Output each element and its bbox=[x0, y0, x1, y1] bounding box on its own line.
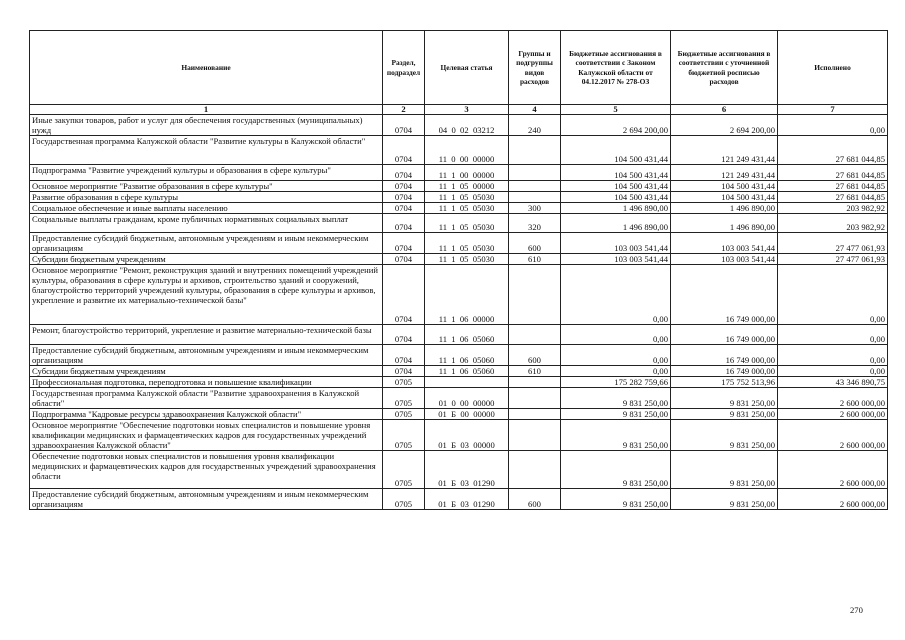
row-budget-refined-cell: 16 749 000,00 bbox=[671, 265, 778, 325]
row-group-cell: 240 bbox=[509, 115, 561, 136]
header-target: Целевая статья bbox=[425, 31, 509, 105]
row-executed-cell: 0,00 bbox=[778, 345, 888, 366]
row-name-cell: Государственная программа Калужской области "Развитие культуры в Калужской области" bbox=[30, 136, 383, 165]
column-number: 7 bbox=[778, 105, 888, 115]
table-row bbox=[30, 203, 888, 214]
row-name-cell: Развитие образования в сфере культуры bbox=[30, 192, 383, 203]
table-row bbox=[30, 451, 888, 489]
row-executed-cell: 2 600 000,00 bbox=[778, 420, 888, 451]
row-executed-cell: 0,00 bbox=[778, 115, 888, 136]
table-row bbox=[30, 409, 888, 420]
row-section-cell: 0705 bbox=[383, 451, 425, 489]
row-executed-cell: 2 600 000,00 bbox=[778, 409, 888, 420]
row-target-cell: 11 1 05 05030 bbox=[425, 214, 509, 233]
header-budget-law: Бюджетные ассигнования в соответствии с Законом Калужской области от 04.12.2017 № 278-ОЗ bbox=[561, 31, 671, 105]
row-name-cell: Подпрограмма "Кадровые ресурсы здравоохранения Калужской области" bbox=[30, 409, 383, 420]
column-number-row bbox=[30, 105, 888, 115]
table-row bbox=[30, 325, 888, 345]
row-name-cell: Государственная программа Калужской области "Развитие здравоохранения в Калужской области" bbox=[30, 388, 383, 409]
row-budget-refined-cell: 9 831 250,00 bbox=[671, 451, 778, 489]
row-section-cell: 0705 bbox=[383, 388, 425, 409]
row-budget-refined-cell: 9 831 250,00 bbox=[671, 420, 778, 451]
row-section-cell: 0704 bbox=[383, 165, 425, 181]
row-budget-refined-cell: 175 752 513,96 bbox=[671, 377, 778, 388]
row-budget-law-cell: 0,00 bbox=[561, 325, 671, 345]
table-row bbox=[30, 366, 888, 377]
row-budget-law-cell: 0,00 bbox=[561, 265, 671, 325]
row-budget-refined-cell: 16 749 000,00 bbox=[671, 325, 778, 345]
row-section-cell: 0704 bbox=[383, 233, 425, 254]
row-executed-cell: 203 982,92 bbox=[778, 203, 888, 214]
table-row bbox=[30, 345, 888, 366]
row-budget-refined-cell: 103 003 541,44 bbox=[671, 254, 778, 265]
table-row bbox=[30, 181, 888, 192]
row-group-cell bbox=[509, 325, 561, 345]
table-row bbox=[30, 136, 888, 165]
row-section-cell: 0704 bbox=[383, 136, 425, 165]
table-row bbox=[30, 254, 888, 265]
row-budget-law-cell: 1 496 890,00 bbox=[561, 214, 671, 233]
row-target-cell: 01 Б 03 00000 bbox=[425, 420, 509, 451]
row-executed-cell: 0,00 bbox=[778, 325, 888, 345]
table-row bbox=[30, 214, 888, 233]
row-name-cell: Обеспечение подготовки новых специалистов и повышения уровня квалификации медицинских и фармацевтических кадров для государственных учреждений здравоохранения области bbox=[30, 451, 383, 489]
row-name-cell: Основное мероприятие "Обеспечение подготовки новых специалистов и повышение уровня квалификации медицинских и фармацевтических кадров для государственных учреждений здравоохранения Калужской области" bbox=[30, 420, 383, 451]
row-name-cell: Субсидии бюджетным учреждениям bbox=[30, 254, 383, 265]
column-number: 5 bbox=[561, 105, 671, 115]
row-section-cell: 0705 bbox=[383, 377, 425, 388]
row-budget-law-cell: 0,00 bbox=[561, 366, 671, 377]
row-budget-refined-cell: 2 694 200,00 bbox=[671, 115, 778, 136]
row-executed-cell: 2 600 000,00 bbox=[778, 489, 888, 510]
table-row bbox=[30, 489, 888, 510]
header-row bbox=[30, 31, 888, 105]
row-executed-cell: 27 681 044,85 bbox=[778, 136, 888, 165]
budget-table bbox=[29, 30, 888, 510]
row-group-cell: 600 bbox=[509, 345, 561, 366]
row-budget-law-cell: 104 500 431,44 bbox=[561, 181, 671, 192]
row-group-cell bbox=[509, 192, 561, 203]
row-group-cell bbox=[509, 136, 561, 165]
row-section-cell: 0704 bbox=[383, 345, 425, 366]
row-section-cell: 0704 bbox=[383, 325, 425, 345]
row-budget-refined-cell: 1 496 890,00 bbox=[671, 203, 778, 214]
row-target-cell: 11 1 05 05030 bbox=[425, 192, 509, 203]
row-group-cell bbox=[509, 388, 561, 409]
table-row bbox=[30, 388, 888, 409]
table-row bbox=[30, 233, 888, 254]
row-group-cell: 610 bbox=[509, 254, 561, 265]
row-budget-law-cell: 1 496 890,00 bbox=[561, 203, 671, 214]
row-budget-refined-cell: 16 749 000,00 bbox=[671, 345, 778, 366]
row-group-cell bbox=[509, 409, 561, 420]
row-section-cell: 0704 bbox=[383, 192, 425, 203]
table-row bbox=[30, 377, 888, 388]
row-target-cell: 01 Б 03 01290 bbox=[425, 451, 509, 489]
row-name-cell: Предоставление субсидий бюджетным, автономным учреждениям и иным некоммерческим организациям bbox=[30, 345, 383, 366]
row-budget-refined-cell: 9 831 250,00 bbox=[671, 489, 778, 510]
row-name-cell: Предоставление субсидий бюджетным, автономным учреждениям и иным некоммерческим организациям bbox=[30, 489, 383, 510]
row-target-cell: 11 1 06 05060 bbox=[425, 345, 509, 366]
row-name-cell: Социальное обеспечение и иные выплаты населению bbox=[30, 203, 383, 214]
header-budget-refined: Бюджетные ассигнования в соответствии с уточненной бюджетной росписью расходов bbox=[671, 31, 778, 105]
column-number: 3 bbox=[425, 105, 509, 115]
row-budget-law-cell: 104 500 431,44 bbox=[561, 136, 671, 165]
row-budget-law-cell: 175 282 759,66 bbox=[561, 377, 671, 388]
row-group-cell: 600 bbox=[509, 489, 561, 510]
row-target-cell: 01 Б 03 01290 bbox=[425, 489, 509, 510]
row-budget-law-cell: 9 831 250,00 bbox=[561, 409, 671, 420]
row-budget-refined-cell: 103 003 541,44 bbox=[671, 233, 778, 254]
row-name-cell: Основное мероприятие "Развитие образования в сфере культуры" bbox=[30, 181, 383, 192]
row-section-cell: 0704 bbox=[383, 203, 425, 214]
page-number: 270 bbox=[850, 605, 863, 615]
column-number: 4 bbox=[509, 105, 561, 115]
row-target-cell: 01 Б 00 00000 bbox=[425, 409, 509, 420]
row-group-cell bbox=[509, 377, 561, 388]
row-budget-law-cell: 9 831 250,00 bbox=[561, 420, 671, 451]
row-budget-refined-cell: 9 831 250,00 bbox=[671, 388, 778, 409]
row-section-cell: 0705 bbox=[383, 420, 425, 451]
row-budget-refined-cell: 121 249 431,44 bbox=[671, 165, 778, 181]
row-target-cell bbox=[425, 377, 509, 388]
row-budget-law-cell: 9 831 250,00 bbox=[561, 388, 671, 409]
row-name-cell: Субсидии бюджетным учреждениям bbox=[30, 366, 383, 377]
row-budget-law-cell: 9 831 250,00 bbox=[561, 489, 671, 510]
row-section-cell: 0704 bbox=[383, 214, 425, 233]
column-number: 1 bbox=[30, 105, 383, 115]
row-target-cell: 11 1 05 05030 bbox=[425, 233, 509, 254]
table-body bbox=[30, 115, 888, 510]
row-budget-law-cell: 103 003 541,44 bbox=[561, 233, 671, 254]
table-row bbox=[30, 420, 888, 451]
row-budget-law-cell: 9 831 250,00 bbox=[561, 451, 671, 489]
row-name-cell: Предоставление субсидий бюджетным, автономным учреждениям и иным некоммерческим организациям bbox=[30, 233, 383, 254]
row-target-cell: 11 1 06 00000 bbox=[425, 265, 509, 325]
row-target-cell: 11 1 05 00000 bbox=[425, 181, 509, 192]
row-name-cell: Ремонт, благоустройство территорий, укрепление и развитие материально-технической базы bbox=[30, 325, 383, 345]
header-section: Раздел, подраздел bbox=[383, 31, 425, 105]
row-section-cell: 0705 bbox=[383, 489, 425, 510]
row-budget-law-cell: 2 694 200,00 bbox=[561, 115, 671, 136]
table-row bbox=[30, 192, 888, 203]
row-section-cell: 0704 bbox=[383, 366, 425, 377]
row-budget-law-cell: 103 003 541,44 bbox=[561, 254, 671, 265]
row-budget-refined-cell: 9 831 250,00 bbox=[671, 409, 778, 420]
row-budget-refined-cell: 104 500 431,44 bbox=[671, 192, 778, 203]
row-section-cell: 0704 bbox=[383, 254, 425, 265]
row-budget-refined-cell: 104 500 431,44 bbox=[671, 181, 778, 192]
row-group-cell bbox=[509, 451, 561, 489]
table-row bbox=[30, 115, 888, 136]
row-executed-cell: 0,00 bbox=[778, 366, 888, 377]
row-group-cell bbox=[509, 181, 561, 192]
row-section-cell: 0705 bbox=[383, 409, 425, 420]
row-executed-cell: 2 600 000,00 bbox=[778, 388, 888, 409]
row-executed-cell: 27 477 061,93 bbox=[778, 254, 888, 265]
row-group-cell bbox=[509, 165, 561, 181]
row-executed-cell: 27 681 044,85 bbox=[778, 192, 888, 203]
row-name-cell: Профессиональная подготовка, переподготовка и повышение квалификации bbox=[30, 377, 383, 388]
table-row bbox=[30, 165, 888, 181]
row-group-cell: 320 bbox=[509, 214, 561, 233]
row-section-cell: 0704 bbox=[383, 181, 425, 192]
row-group-cell: 300 bbox=[509, 203, 561, 214]
row-target-cell: 11 1 06 05060 bbox=[425, 325, 509, 345]
row-target-cell: 11 1 00 00000 bbox=[425, 165, 509, 181]
header-group: Группы и подгруппы видов расходов bbox=[509, 31, 561, 105]
row-target-cell: 11 1 05 05030 bbox=[425, 203, 509, 214]
row-budget-refined-cell: 1 496 890,00 bbox=[671, 214, 778, 233]
column-number: 6 bbox=[671, 105, 778, 115]
row-group-cell bbox=[509, 420, 561, 451]
column-number: 2 bbox=[383, 105, 425, 115]
row-section-cell: 0704 bbox=[383, 265, 425, 325]
row-target-cell: 11 0 00 00000 bbox=[425, 136, 509, 165]
row-group-cell: 610 bbox=[509, 366, 561, 377]
row-group-cell bbox=[509, 265, 561, 325]
row-executed-cell: 0,00 bbox=[778, 265, 888, 325]
row-name-cell: Подпрограмма "Развитие учреждений культуры и образования в сфере культуры" bbox=[30, 165, 383, 181]
row-executed-cell: 27 681 044,85 bbox=[778, 181, 888, 192]
row-executed-cell: 27 681 044,85 bbox=[778, 165, 888, 181]
row-name-cell: Иные закупки товаров, работ и услуг для обеспечения государственных (муниципальных) нужд bbox=[30, 115, 383, 136]
row-executed-cell: 27 477 061,93 bbox=[778, 233, 888, 254]
header-name: Наименование bbox=[30, 31, 383, 105]
row-budget-refined-cell: 121 249 431,44 bbox=[671, 136, 778, 165]
row-name-cell: Основное мероприятие "Ремонт, реконструкция зданий и внутренних помещений учреждений культуры, образования в сфере культуры и архивов, строительство зданий и сооружений, благоустройство территорий учреждений культуры, образования в сфере культуры и архивов, укрепление и развитие их материально-технической базы" bbox=[30, 265, 383, 325]
row-section-cell: 0704 bbox=[383, 115, 425, 136]
row-budget-law-cell: 104 500 431,44 bbox=[561, 192, 671, 203]
row-budget-law-cell: 0,00 bbox=[561, 345, 671, 366]
row-target-cell: 11 1 05 05030 bbox=[425, 254, 509, 265]
row-executed-cell: 2 600 000,00 bbox=[778, 451, 888, 489]
table-row bbox=[30, 265, 888, 325]
row-target-cell: 04 0 02 03212 bbox=[425, 115, 509, 136]
budget-table-page bbox=[29, 30, 887, 615]
header-executed: Исполнено bbox=[778, 31, 888, 105]
row-target-cell: 11 1 06 05060 bbox=[425, 366, 509, 377]
row-executed-cell: 203 982,92 bbox=[778, 214, 888, 233]
row-group-cell: 600 bbox=[509, 233, 561, 254]
row-budget-refined-cell: 16 749 000,00 bbox=[671, 366, 778, 377]
row-name-cell: Социальные выплаты гражданам, кроме публичных нормативных социальных выплат bbox=[30, 214, 383, 233]
row-executed-cell: 43 346 890,75 bbox=[778, 377, 888, 388]
row-target-cell: 01 0 00 00000 bbox=[425, 388, 509, 409]
row-budget-law-cell: 104 500 431,44 bbox=[561, 165, 671, 181]
